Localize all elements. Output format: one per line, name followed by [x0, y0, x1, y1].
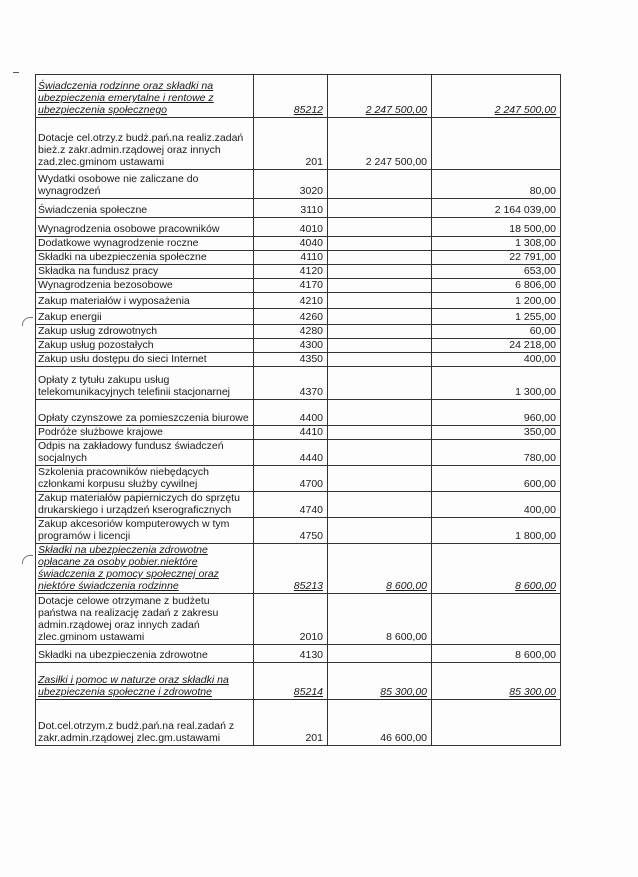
- row-col3: [328, 645, 432, 663]
- section-row: [36, 544, 561, 594]
- row-code: 4440: [254, 440, 328, 466]
- row-code: 85213: [254, 544, 328, 594]
- row-col4: [432, 118, 561, 170]
- row-name: Zakup usłu dostępu do sieci Internet: [36, 353, 254, 367]
- section-row: [36, 663, 561, 700]
- row-name: Wynagrodzenia osobowe pracowników: [36, 218, 254, 237]
- table-row: [36, 279, 561, 293]
- margin-bracket: [22, 555, 33, 564]
- row-name: Świadczenia rodzinne oraz składki na ubezpieczenia emerytalne i rentowe z ubezpieczenia społecznego: [36, 75, 254, 118]
- row-code: 201: [254, 700, 328, 746]
- row-col4: 8 600,00: [432, 544, 561, 594]
- row-code: 4700: [254, 466, 328, 492]
- row-col3: [328, 353, 432, 367]
- row-code: 4040: [254, 237, 328, 251]
- table-row: [36, 426, 561, 440]
- row-col3: [328, 339, 432, 353]
- row-col3: [328, 367, 432, 400]
- row-col4: [432, 594, 561, 645]
- row-col3: 8 600,00: [328, 544, 432, 594]
- row-code: 201: [254, 118, 328, 170]
- row-col4: 24 218,00: [432, 339, 561, 353]
- table-row: [36, 353, 561, 367]
- row-name: Zakup energii: [36, 309, 254, 325]
- row-col3: 2 247 500,00: [328, 118, 432, 170]
- row-col4: 85 300,00: [432, 663, 561, 700]
- row-col4: 1 800,00: [432, 518, 561, 544]
- row-name: Dot.cel.otrzym.z budż.pań.na real.zadań z zakr.admin.rządowej zlec.gm.ustawami: [36, 700, 254, 746]
- row-name: Zakup akcesoriów komputerowych w tym programów i licencji: [36, 518, 254, 544]
- row-col4: 1 308,00: [432, 237, 561, 251]
- row-name: Składki na ubezpieczenia zdrowotne: [36, 645, 254, 663]
- row-col4: 1 200,00: [432, 293, 561, 309]
- row-col3: [328, 426, 432, 440]
- row-col3: [328, 251, 432, 265]
- row-name: Opłaty czynszowe za pomieszczenia biurowe: [36, 400, 254, 426]
- row-name: Zakup usług zdrowotnych: [36, 325, 254, 339]
- row-col4: 2 164 039,00: [432, 199, 561, 218]
- row-code: 4300: [254, 339, 328, 353]
- table-row: [36, 118, 561, 170]
- table-row: [36, 237, 561, 251]
- row-code: 4400: [254, 400, 328, 426]
- row-code: 4130: [254, 645, 328, 663]
- row-col3: 8 600,00: [328, 594, 432, 645]
- row-name: Składki na ubezpieczenia społeczne: [36, 251, 254, 265]
- row-code: 85214: [254, 663, 328, 700]
- row-col4: 1 300,00: [432, 367, 561, 400]
- row-code: 4750: [254, 518, 328, 544]
- row-col4: 400,00: [432, 353, 561, 367]
- row-name: Odpis na zakładowy fundusz świadczeń socjalnych: [36, 440, 254, 466]
- row-code: 4280: [254, 325, 328, 339]
- row-col3: [328, 309, 432, 325]
- row-name: Zakup materiałów i wyposażenia: [36, 293, 254, 309]
- row-name: Zakup materiałów papierniczych do sprzętu drukarskiego i urządzeń kserograficznych: [36, 492, 254, 518]
- row-name: Składka na fundusz pracy: [36, 265, 254, 279]
- budget-table: [35, 74, 561, 746]
- row-col4: 350,00: [432, 426, 561, 440]
- row-col3: [328, 400, 432, 426]
- row-code: 4350: [254, 353, 328, 367]
- row-name: Zasiłki i pomoc w naturze oraz składki na ubezpieczenia społeczne i zdrowotne: [36, 663, 254, 700]
- row-col4: 8 600,00: [432, 645, 561, 663]
- row-name: Świadczenia społeczne: [36, 199, 254, 218]
- table-row: [36, 251, 561, 265]
- row-col3: [328, 293, 432, 309]
- section-row: [36, 75, 561, 118]
- table-row: [36, 700, 561, 746]
- row-code: 4740: [254, 492, 328, 518]
- row-name: Dotacje celowe otrzymane z budżetu państwa na realizację zadań z zakresu admin.rządowej oraz innych zadań zlec.gminom ustawami: [36, 594, 254, 645]
- row-col4: 6 806,00: [432, 279, 561, 293]
- row-col3: [328, 492, 432, 518]
- row-code: 4010: [254, 218, 328, 237]
- row-code: 85212: [254, 75, 328, 118]
- margin-bracket: [22, 317, 33, 326]
- row-col3: [328, 170, 432, 199]
- row-name: Wynagrodzenia bezosobowe: [36, 279, 254, 293]
- table-row: [36, 339, 561, 353]
- row-code: 4170: [254, 279, 328, 293]
- row-name: Zakup usług pozostałych: [36, 339, 254, 353]
- row-col4: 1 255,00: [432, 309, 561, 325]
- row-col3: [328, 199, 432, 218]
- table-row: [36, 199, 561, 218]
- row-code: 4410: [254, 426, 328, 440]
- row-name: Opłaty z tytułu zakupu usług telekomunikacyjnych telefinii stacjonarnej: [36, 367, 254, 400]
- row-code: 4210: [254, 293, 328, 309]
- row-col4: 60,00: [432, 325, 561, 339]
- row-col4: 653,00: [432, 265, 561, 279]
- table-row: [36, 518, 561, 544]
- row-col4: 2 247 500,00: [432, 75, 561, 118]
- row-name: Dotacje cel.otrzy.z budż.pań.na realiz.zadań bież.z zakr.admin.rządowej oraz innych zad.zlec.gminom ustawami: [36, 118, 254, 170]
- scan-mark: [13, 72, 19, 73]
- row-col4: 18 500,00: [432, 218, 561, 237]
- row-col4: 400,00: [432, 492, 561, 518]
- table-row: [36, 170, 561, 199]
- table-row: [36, 594, 561, 645]
- table-row: [36, 218, 561, 237]
- row-code: 4110: [254, 251, 328, 265]
- row-col3: [328, 325, 432, 339]
- table-row: [36, 325, 561, 339]
- row-name: Wydatki osobowe nie zaliczane do wynagrodzeń: [36, 170, 254, 199]
- row-col4: 600,00: [432, 466, 561, 492]
- row-code: 4370: [254, 367, 328, 400]
- table-row: [36, 400, 561, 426]
- table-row: [36, 645, 561, 663]
- row-col4: 80,00: [432, 170, 561, 199]
- row-col3: 85 300,00: [328, 663, 432, 700]
- row-code: 2010: [254, 594, 328, 645]
- row-code: 3020: [254, 170, 328, 199]
- table-row: [36, 309, 561, 325]
- row-col4: 780,00: [432, 440, 561, 466]
- row-col3: [328, 466, 432, 492]
- table-row: [36, 265, 561, 279]
- row-col3: 2 247 500,00: [328, 75, 432, 118]
- row-col4: [432, 700, 561, 746]
- row-code: 4120: [254, 265, 328, 279]
- row-col4: 960,00: [432, 400, 561, 426]
- row-col3: [328, 440, 432, 466]
- row-name: Szkolenia pracowników niebędących członkami korpusu służby cywilnej: [36, 466, 254, 492]
- row-col3: [328, 518, 432, 544]
- row-code: 3110: [254, 199, 328, 218]
- row-name: Dodatkowe wynagrodzenie roczne: [36, 237, 254, 251]
- row-name: Składki na ubezpieczenia zdrowotne opłacane za osoby pobier.niektóre świadczenia z pomocy społecznej oraz niektóre świadczenia rodzinne: [36, 544, 254, 594]
- row-code: 4260: [254, 309, 328, 325]
- row-name: Podróże służbowe krajowe: [36, 426, 254, 440]
- table-row: [36, 466, 561, 492]
- row-col3: [328, 279, 432, 293]
- table-row: [36, 293, 561, 309]
- table-row: [36, 440, 561, 466]
- row-col3: [328, 218, 432, 237]
- row-col3: 46 600,00: [328, 700, 432, 746]
- row-col3: [328, 237, 432, 251]
- table-row: [36, 367, 561, 400]
- row-col4: 22 791,00: [432, 251, 561, 265]
- table-row: [36, 492, 561, 518]
- row-col3: [328, 265, 432, 279]
